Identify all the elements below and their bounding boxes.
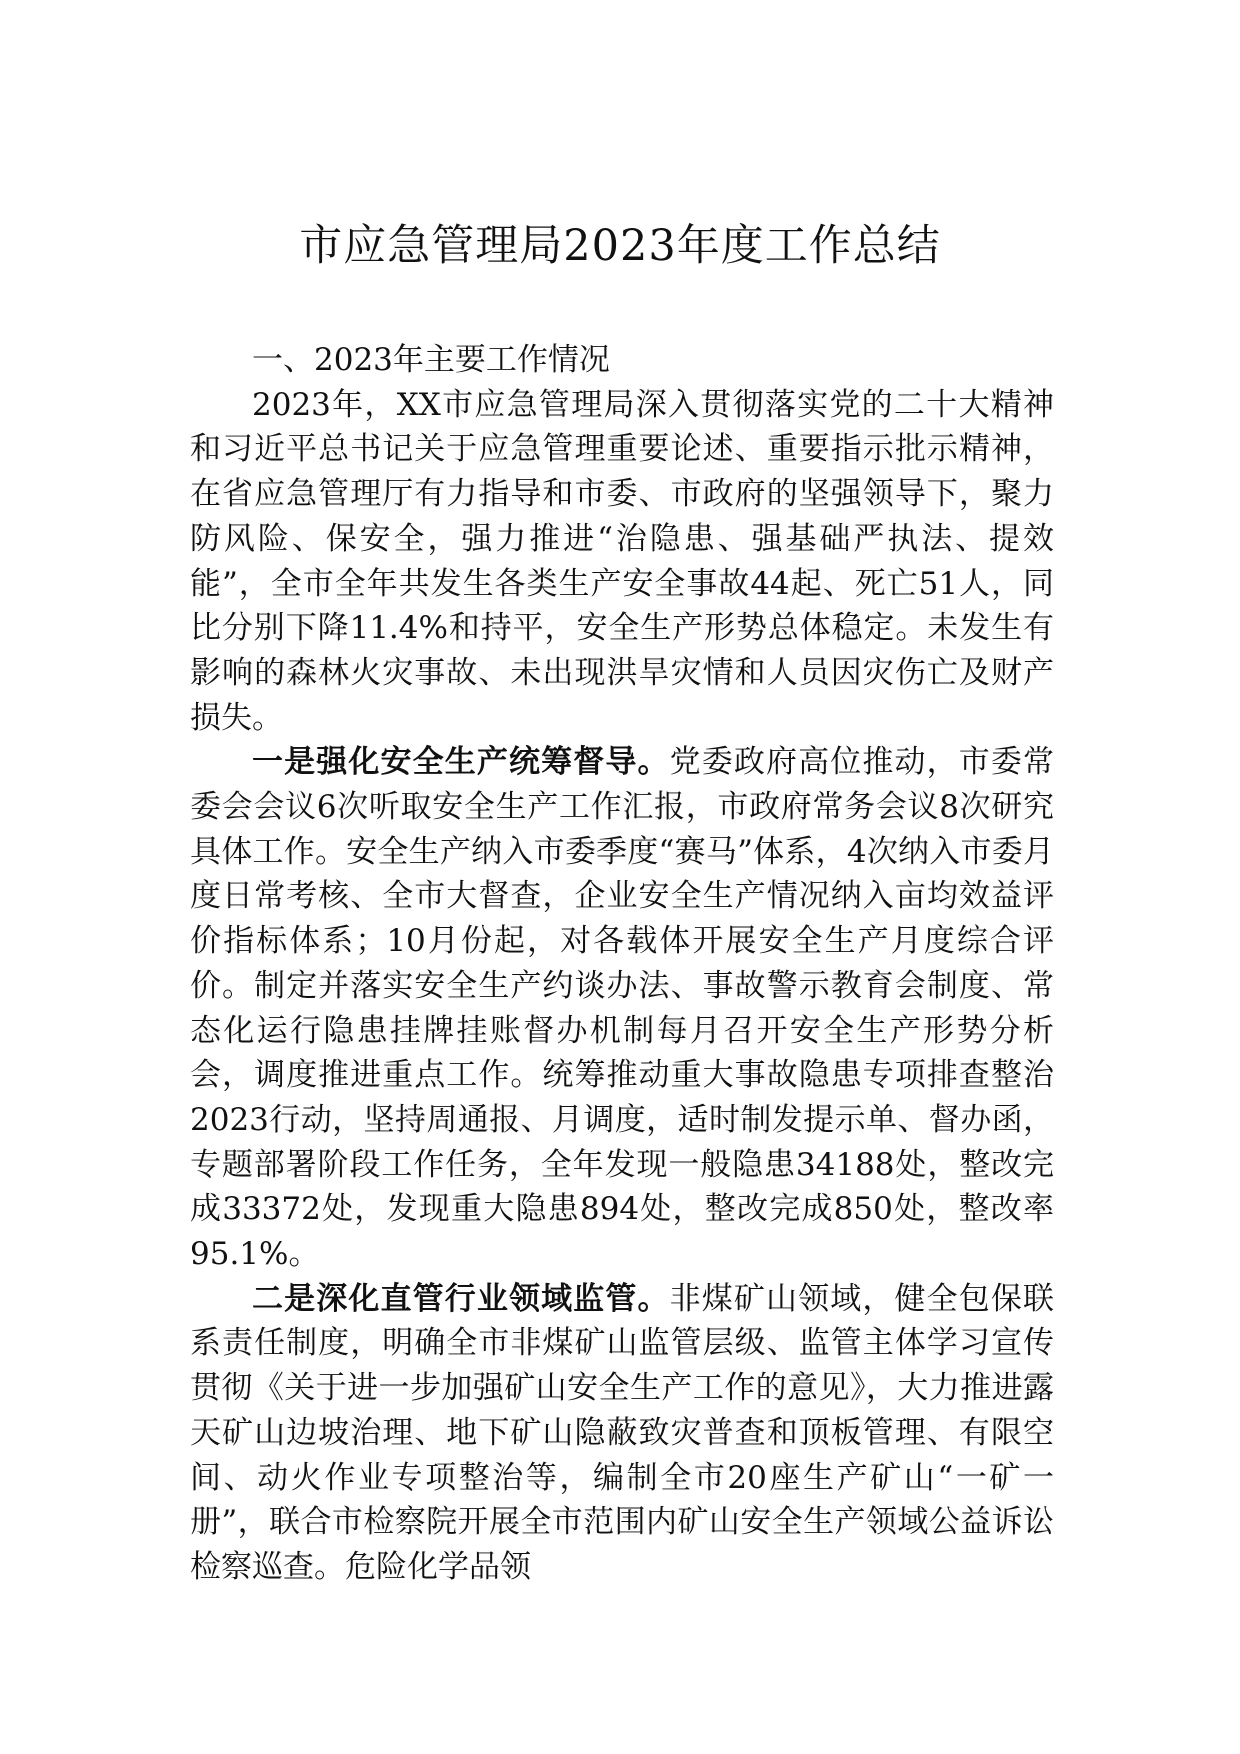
paragraph-supervision — [190, 1277, 1054, 1590]
paragraph-text: 党委政府高位推动，市委常委会会议6次听取安全生产工作汇报，市政府常务会议8次研究具体工作。安全生产纳入市委季度“赛马”体系，4次纳入市委月度日常考核、全市大督查，企业安全生产情况纳入亩均效益评价指标体系；10月份起，对各载体开展安全生产月度综合评价。制定并落实安全生产约谈办法、事故警示教育会制度、常态化运行隐患挂牌挂账督办机制每月召开安全生产形势分析会，调度推进重点工作。统筹推动重大事故隐患专项排查整治2023行动，坚持周通报、月调度，适时制发提示单、督办函，专题部署阶段工作任务，全年发现一般隐患34188处，整改完成33372处，发现重大隐患894处，整改完成850处，整改率95.1%。 — [190, 744, 1054, 1273]
paragraph-text: 非煤矿山领域，健全包保联系责任制度，明确全市非煤矿山监管层级、监管主体学习宣传贯彻《关于进一步加强矿山安全生产工作的意见》，大力推进露天矿山边坡治理、地下矿山隐蔽致灾普查和顶板管理、有限空间、动火作业专项整治等，编制全市20座生产矿山“一矿一册”，联合市检察院开展全市范围内矿山安全生产领域公益诉讼检察巡查。危险化学品领 — [190, 1280, 1054, 1585]
paragraph-text: 2023年，XX市应急管理局深入贯彻落实党的二十大精神和习近平总书记关于应急管理重要论述、重要指示批示精神，在省应急管理厅有力指导和市委、市政府的坚强领导下，聚力防风险、保安全，强力推进“治隐患、强基础严执法、提效能”，全市全年共发生各类生产安全事故44起、死亡51人，同比分别下降11.4%和持平，安全生产形势总体稳定。未发生有影响的森林火灾事故、未出现洪旱灾情和人员因灾伤亡及财产损失。 — [190, 386, 1054, 736]
paragraph-overview — [190, 383, 1054, 741]
section-heading: 一、2023年主要工作情况 — [252, 342, 610, 378]
document-title: 市应急管理局2023年度工作总结 — [299, 221, 941, 271]
paragraph-coordination — [190, 740, 1054, 1276]
paragraph-lead: 一是强化安全生产统筹督导。 — [252, 744, 670, 781]
paragraph-lead: 二是深化直管行业领域监管。 — [252, 1280, 670, 1317]
document-body — [190, 338, 1054, 1590]
